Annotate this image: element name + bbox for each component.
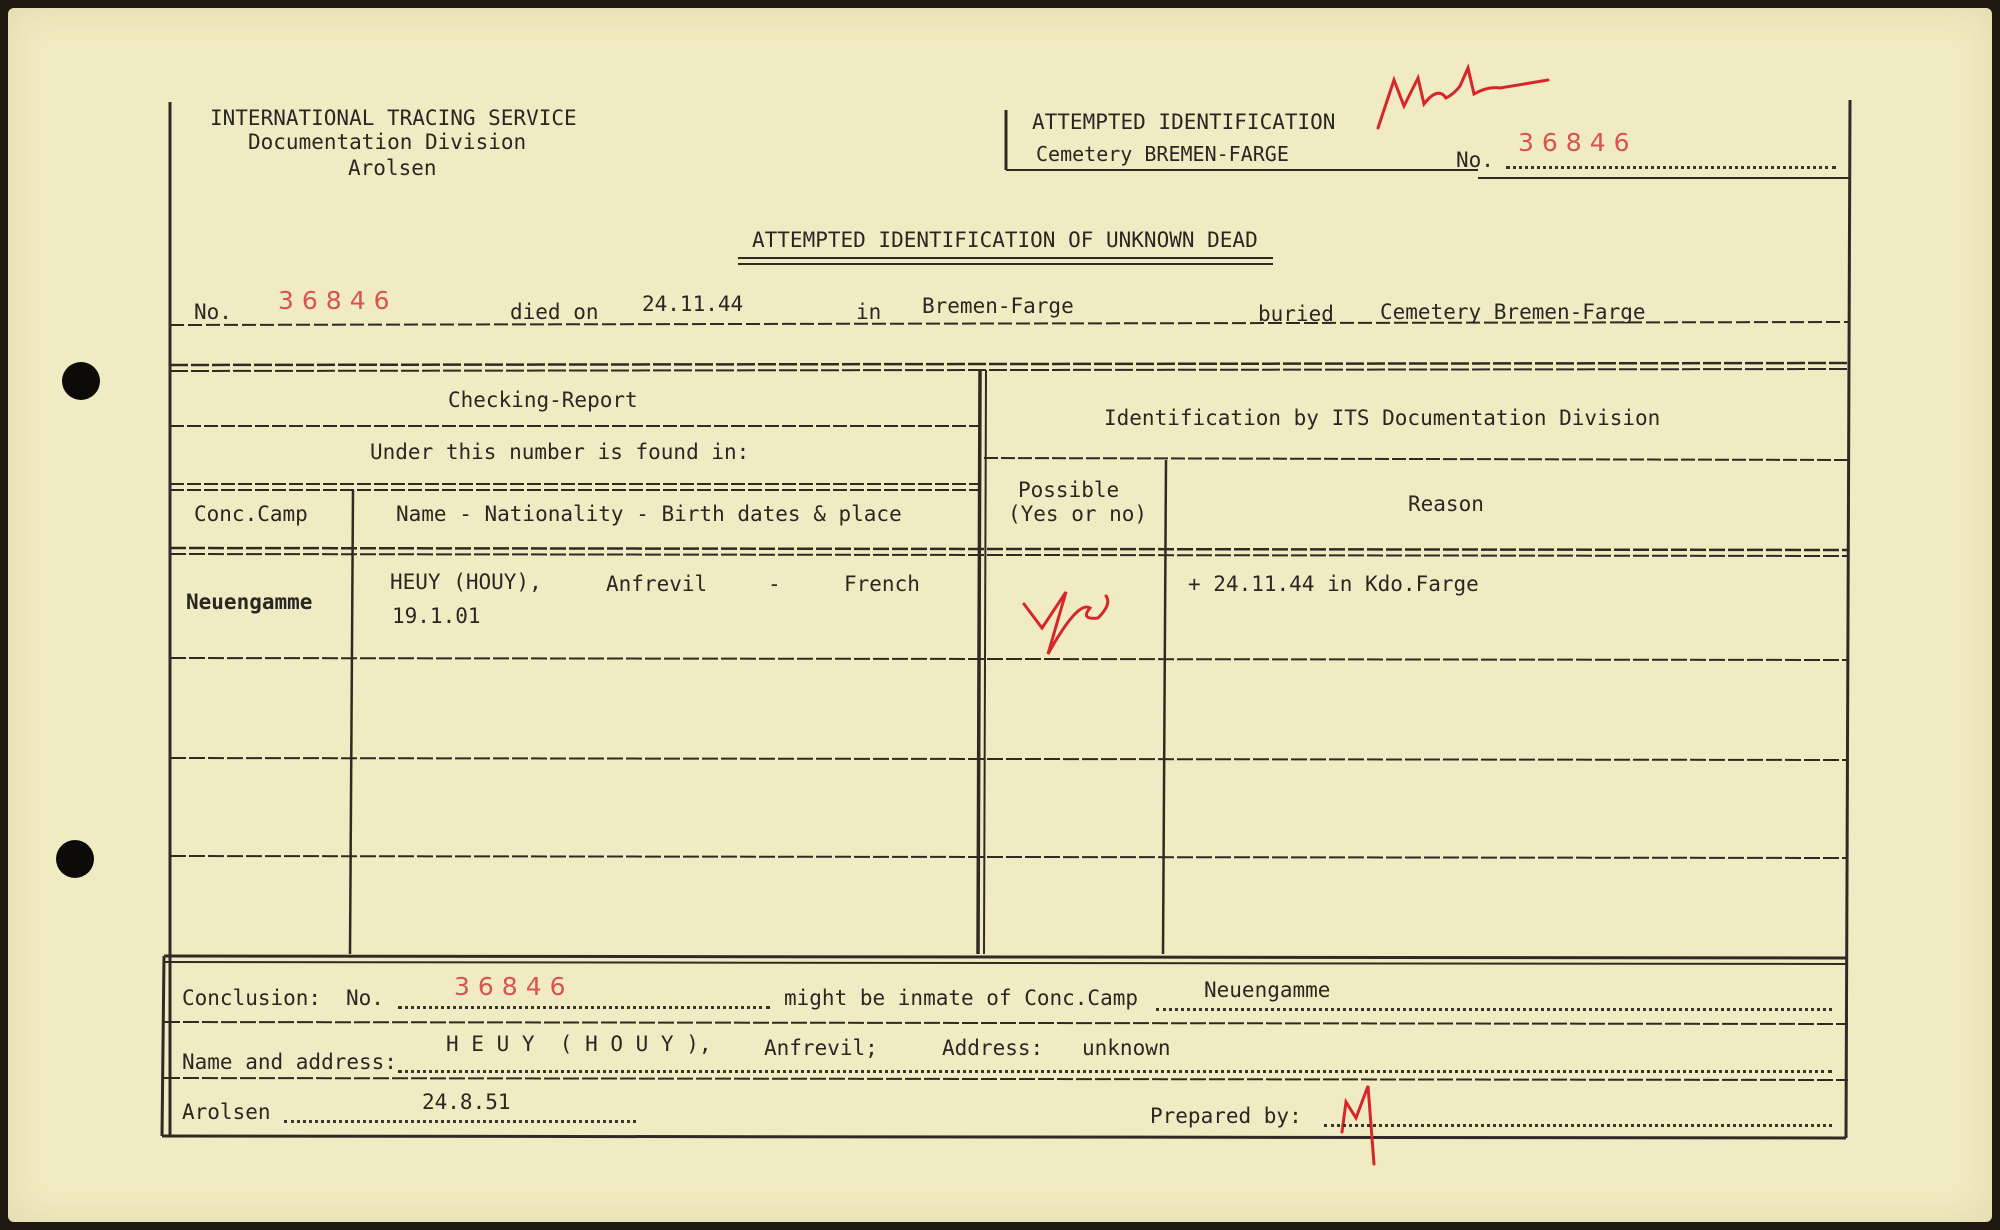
name-address-label: Name and address: (182, 1050, 397, 1074)
prepared-by-label: Prepared by: (1150, 1104, 1302, 1128)
name-address-dots (398, 1070, 1832, 1073)
col-header-possible-1: Possible (1018, 478, 1120, 502)
col-header-name: Name - Nationality - Birth dates & place (396, 502, 902, 526)
prepared-date: 24.8.51 (422, 1090, 511, 1114)
in-value: Bremen-Farge (922, 294, 1074, 318)
form-title: ATTEMPTED IDENTIFICATION OF UNKNOWN DEAD (752, 228, 1258, 252)
conclusion-camp-value: Neuengamme (1204, 978, 1331, 1002)
buried-value: Cemetery Bremen-Farge (1380, 300, 1646, 324)
conclusion-address-value: unknown (1082, 1036, 1171, 1060)
died-label: died on (510, 300, 599, 324)
col-header-possible-2: (Yes or no) (1008, 502, 1148, 526)
header-no-label: No. (1456, 148, 1494, 172)
row-dash: - (768, 572, 781, 596)
conclusion-address-label: Address: (942, 1036, 1044, 1060)
org-division: Documentation Division (248, 130, 527, 154)
org-name: INTERNATIONAL TRACING SERVICE (210, 106, 577, 130)
in-label: in (856, 300, 882, 324)
row-camp: Neuengamme (186, 590, 313, 614)
record-no-stamp: 36846 (278, 286, 398, 315)
header-no-stamp: 36846 (1518, 128, 1638, 157)
col-header-camp: Conc.Camp (194, 502, 308, 526)
died-value: 24.11.44 (642, 292, 744, 316)
row-birthplace: Anfrevil (606, 572, 708, 596)
box-title: ATTEMPTED IDENTIFICATION (1032, 110, 1336, 134)
checking-report-title: Checking-Report (448, 388, 638, 412)
prepared-by-dots (1324, 1124, 1832, 1127)
arolsen-dots (284, 1120, 636, 1123)
conclusion-place: Anfrevil; (764, 1036, 878, 1060)
row-birth-date: 19.1.01 (392, 604, 481, 628)
col-header-reason: Reason (1408, 492, 1484, 516)
conclusion-no-stamp: 36846 (454, 972, 574, 1001)
arolsen-label: Arolsen (182, 1100, 271, 1124)
conclusion-no-label: No. (346, 986, 384, 1010)
conclusion-camp-dots (1156, 1008, 1832, 1011)
box-cemetery: Cemetery BREMEN-FARGE (1036, 142, 1289, 166)
conclusion-might-be: might be inmate of Conc.Camp (784, 986, 1139, 1010)
index-card (8, 8, 1992, 1222)
conclusion-label: Conclusion: (182, 986, 322, 1010)
row-name: HEUY (HOUY), (390, 570, 542, 594)
buried-label: buried (1258, 302, 1334, 326)
org-city: Arolsen (348, 156, 437, 180)
row-nationality: French (844, 572, 920, 596)
record-no-label: No. (194, 300, 232, 324)
conclusion-name: H E U Y ( H O U Y ), (446, 1032, 712, 1056)
row-reason: + 24.11.44 in Kdo.Farge (1188, 572, 1479, 596)
conclusion-no-dots (398, 1006, 770, 1009)
identification-title: Identification by ITS Documentation Division (1104, 406, 1661, 430)
header-no-dots (1506, 166, 1836, 169)
checking-report-subtitle: Under this number is found in: (370, 440, 750, 464)
